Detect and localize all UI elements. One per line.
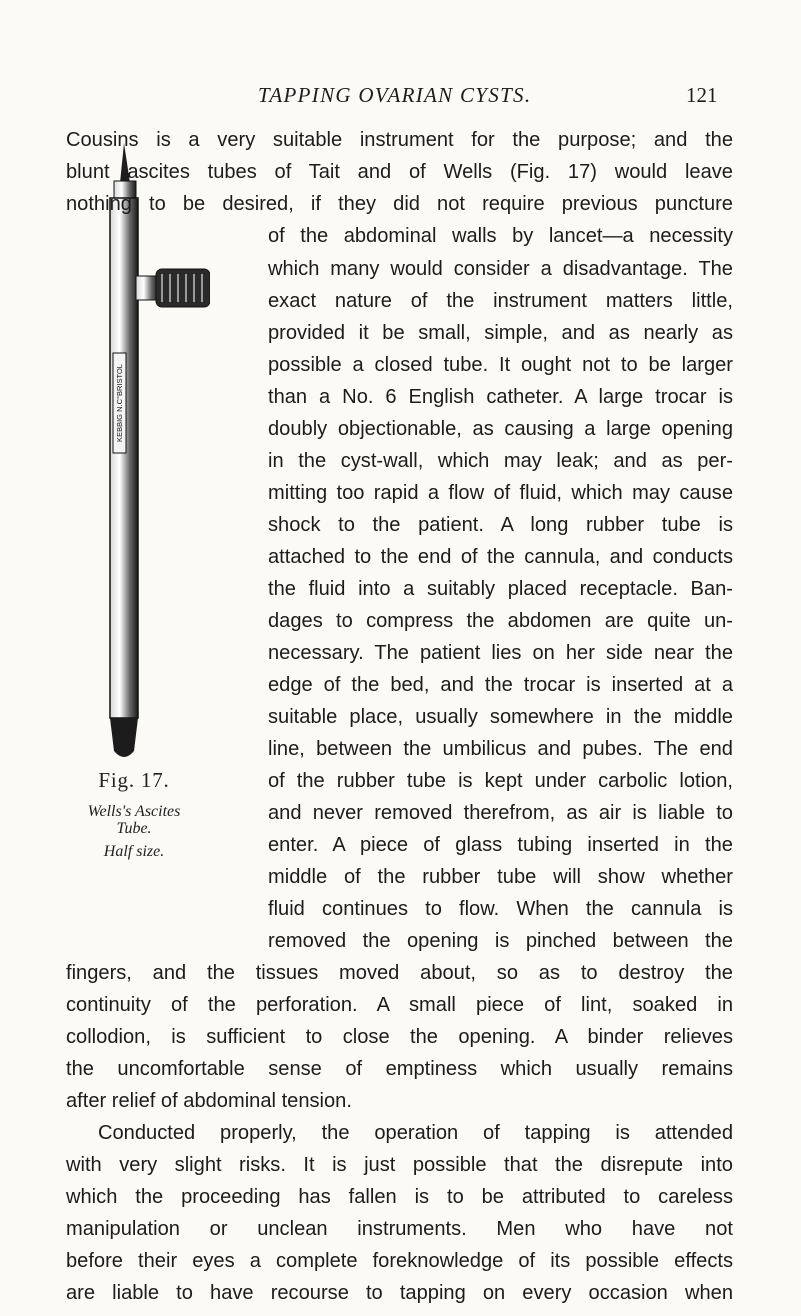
text-line: nothing to be desired, if they did not require previous puncture [66, 193, 733, 215]
tube-end [110, 718, 138, 757]
text-line: enter. A piece of glass tubing inserted in the [268, 834, 733, 856]
text-line: which the proceeding has fallen is to be attributed to careless [66, 1186, 733, 1208]
text-line: which many would consider a disadvantage. The [268, 258, 733, 280]
text-line: middle of the rubber tube will show whether [268, 866, 733, 888]
figure-scale: Half size. [103, 843, 165, 860]
text-line: dages to compress the abdomen are quite un- [268, 610, 733, 632]
page-number: 121 [686, 83, 718, 107]
text-line: and never removed therefrom, as air is liable to [268, 802, 733, 824]
text-line: continuity of the perforation. A small piece of lint, soaked in [66, 994, 733, 1016]
text-line: Cousins is a very suitable instrument for the purpose; and the [66, 129, 733, 151]
ascites-tube-illustration [100, 143, 210, 763]
text-line: the fluid into a suitably placed receptacle. Ban- [268, 578, 733, 600]
text-line: of the abdominal walls by lancet—a necessity [268, 225, 733, 247]
text-line: edge of the bed, and the trocar is inserted at a [268, 674, 733, 696]
figure-caption [78, 768, 190, 860]
text-line: shock to the patient. A long rubber tube is [268, 514, 733, 536]
text-line: fluid continues to flow. When the cannula is [268, 898, 733, 920]
text-line: with very slight risks. It is just possible that the disrepute into [66, 1154, 733, 1176]
text-line: removed the opening is pinched between the [268, 930, 733, 952]
text-line: are liable to have recourse to tapping on every occasion when [66, 1282, 733, 1304]
text-line: the uncomfortable sense of emptiness which usually remains [66, 1058, 733, 1080]
text-line: Conducted properly, the operation of tapping is attended [98, 1122, 733, 1144]
cannula [110, 198, 138, 718]
text-line: suitable place, usually somewhere in the middle [268, 706, 733, 728]
text-line: before their eyes a complete foreknowledge of its possible effects [66, 1250, 733, 1272]
text-line: mitting too rapid a flow of fluid, which may cause [268, 482, 733, 504]
side-arm [136, 276, 158, 300]
text-line: blunt ascites tubes of Tait and of Wells (Fig. 17) would leave [66, 161, 733, 183]
figure-label: Fig. 17. [98, 768, 170, 792]
text-line: doubly objectionable, as causing a large opening [268, 418, 733, 440]
page-header [0, 83, 801, 113]
text-line: exact nature of the instrument matters little, [268, 290, 733, 312]
maker-stamp: KEBBIG N.C°BRISTOL [115, 364, 124, 442]
text-line: necessary. The patient lies on her side near the [268, 642, 733, 664]
text-line: collodion, is sufficient to close the opening. A binder relieves [66, 1026, 733, 1048]
text-line: after relief of abdominal tension. [66, 1090, 352, 1112]
text-line: line, between the umbilicus and pubes. The end [268, 738, 733, 760]
figure-description: Wells's Ascites Tube. [87, 803, 181, 837]
text-line: of the rubber tube is kept under carbolic lotion, [268, 770, 733, 792]
text-line: in the cyst-wall, which may leak; and as per- [268, 450, 733, 472]
text-line: possible a closed tube. It ought not to be larger [268, 354, 733, 376]
text-line: manipulation or unclean instruments. Men who have not [66, 1218, 733, 1240]
text-line: attached to the end of the cannula, and conducts [268, 546, 733, 568]
text-line: fingers, and the tissues moved about, so as to destroy the [66, 962, 733, 984]
text-line: than a No. 6 English catheter. A large trocar is [268, 386, 733, 408]
text-line: provided it be small, simple, and as nearly as [268, 322, 733, 344]
running-title: TAPPING OVARIAN CYSTS. [258, 83, 532, 107]
